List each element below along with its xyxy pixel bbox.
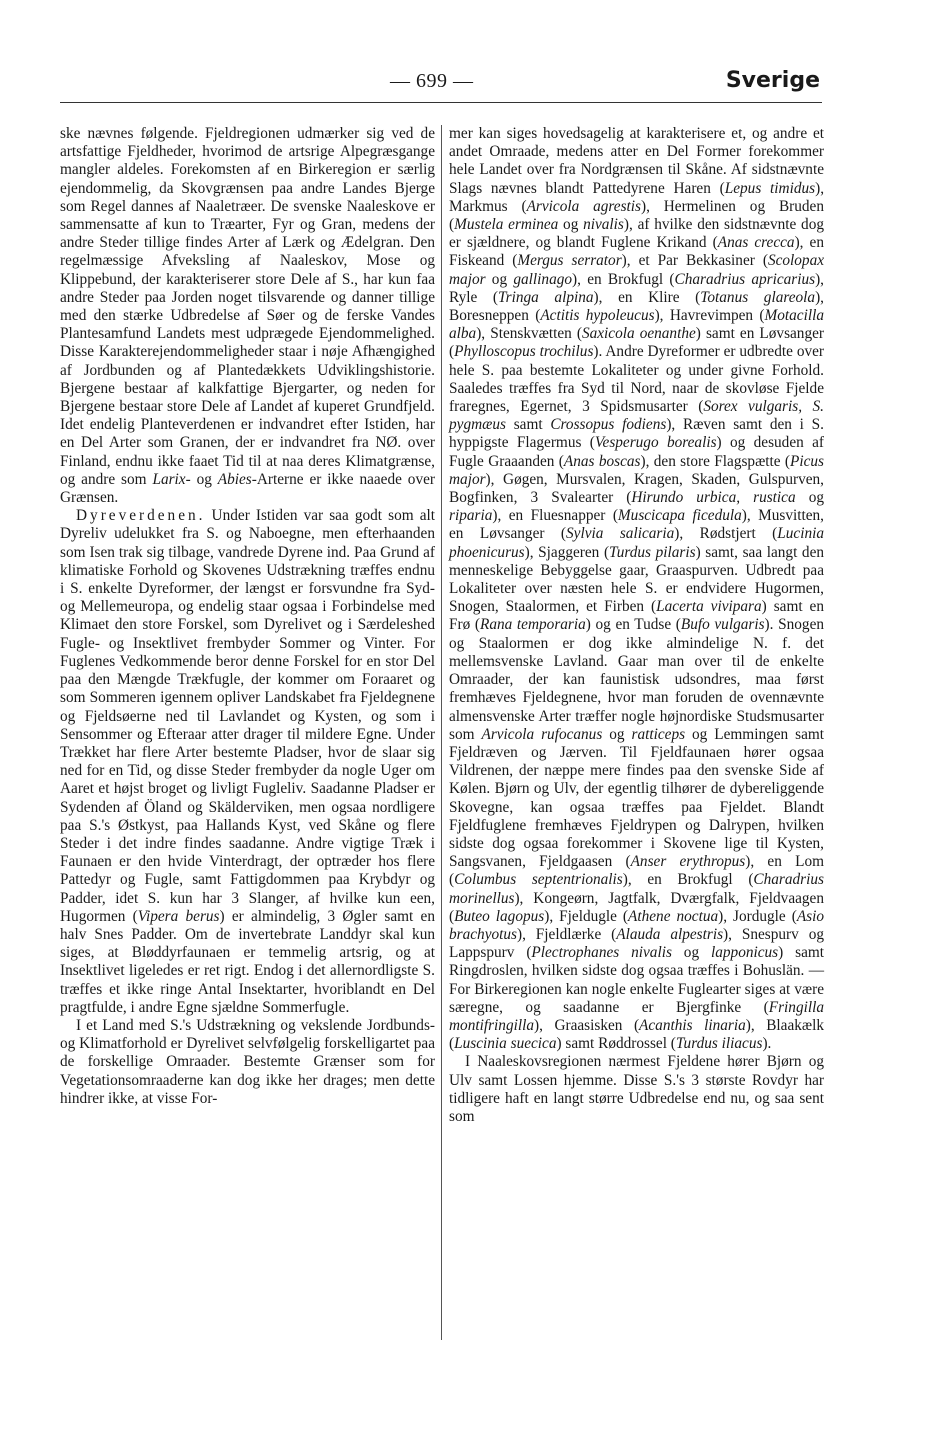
- text-run: ), Gøgen, Mursvalen, Kragen, Skaden, Gulspurven, Bogfinken, 3 Svalearter (: [449, 470, 824, 507]
- text-run: ), Fjeldugle (: [544, 907, 629, 925]
- species-name: Crossopus fodiens: [550, 416, 667, 434]
- text-run: ), Ræven samt den i S. hyppigste Flagermus (: [449, 416, 825, 452]
- text-run: ), en Brokfugl (: [622, 871, 754, 889]
- species-name: Charadrius morinellus: [449, 871, 824, 907]
- text-run: ), et Par Bekkasiner (: [621, 252, 768, 270]
- text-run: ), Rødstjert (: [674, 525, 778, 543]
- text-run: ), Sjaggeren (: [524, 543, 610, 561]
- species-name: lapponicus: [711, 944, 779, 962]
- species-name: Larix-: [152, 470, 191, 488]
- text-run: ), en Brokfugl (: [572, 270, 675, 288]
- text-run: ) samt en Løvsanger (: [449, 325, 824, 361]
- text-run: og: [795, 489, 824, 507]
- species-name: nivalis: [583, 216, 624, 234]
- text-run: ), Snespurv og Lappspurv (: [449, 925, 824, 962]
- text-run: ).: [762, 1035, 772, 1053]
- text-run: ), en Fiskeand (: [449, 234, 824, 270]
- text-run: ) er almindelig, 3 Øgler samt en halv Snes Padder. Om de invertebrate Landdyr skal kun siges, at Bløddyrfaunaen er temmelig artsrig, og at Insektlivet ligeledes er ret rigt. Endog i det allernordligste S. træffes et ikke ringe Antal Insektarter, hvoriblandt en Del pragtfulde, i andre Egne sjældne Sommerfugle.: [60, 907, 435, 1016]
- species-name: Asio brachyotus: [449, 907, 825, 943]
- text-run: mer kan siges hovedsagelig at karakterisere et, og andre et andet Omraade, medens atter en Del Former forekommer hele Landet over fra Nordgrænsen til Skåne. Af sidstnævnte Slags nævnes blandt Pattedyrene Haren (: [449, 125, 824, 197]
- section-heading: Dyreverdenen.: [76, 507, 206, 525]
- species-name: Vipera berus: [137, 907, 220, 925]
- text-run: og: [485, 270, 514, 288]
- species-name: Alauda alpestris: [616, 925, 724, 943]
- species-name: Anas boscas: [563, 452, 641, 470]
- text-run: ), Fjeldlærke (: [516, 925, 617, 943]
- text-run: ), Graasisken (: [534, 1016, 640, 1034]
- text-run: ), Blaakælk (: [449, 1016, 824, 1053]
- column-divider: [441, 125, 442, 1340]
- text-run: ), en Klire (: [593, 288, 701, 306]
- text-run: ), en Fluesnapper (: [492, 507, 618, 525]
- species-name: Tringa alpina: [498, 288, 594, 306]
- species-name: Turdus iliacus: [675, 1035, 763, 1053]
- text-run: ske nævnes følgende. Fjeldregionen udmærker sig ved de artsfattige Fjeldheder, hvorimod de artsrige Alpegræsgange mangler aldeles. Forekomsten af en Birkeregion er særlig ejendommelig, da Skovgrænsen paa andre Landes Bjerge som Regel dannes af Naaletræer. De svenske Naaleskove er sammensatte af kun to Træarter, Fyr og Gran, medens der andre Steder tillige findes Arter af Lærk og Ædelgran. Den regelmæssige Afveksling af Naaleskov, Mose og Klippebund, der karakteriserer store Dele af S., har kun faa andre Steder paa Jorden noget tilsvarende og danner tillige med den stærke Udbredelse af Søer og de ferske Vandes Plantesamfund Landets mest udprægede Ejendommelighed. Disse Karakterejendommeligheder staar i nøje Afhængighed af Jordbunden og af Plantedækkets Udviklingshistorie. Bjergene bestaar af kalkfattige Bjergarter, og neden for Bjergene bestaar store Dele af Landet af kuperet Grundfjeld. Idet endelig Planteverdenen er indvandret efter Istiden, har en Del Arter som Granen, der er indvandret fra NØ. over Finland, endnu ikke faaet Tid til at naa deres Klimatgrænse, og andre som: [60, 125, 435, 488]
- text-run: ) samt Ringdroslen, hvilken sidste dog ogsaa træffes i Bohuslän. — For Birkeregionen kan nogle enkelte Fuglearter siges at være særegne, og saadanne er Bjergfinke (: [449, 944, 825, 1016]
- species-name: Totanus glareola: [700, 288, 816, 306]
- text-run: ), Musvitten, en Løvsanger (: [449, 507, 824, 543]
- paragraph: [60, 125, 435, 507]
- species-name: Lucinia phoenicurus: [449, 525, 825, 561]
- text-run: ). Snogen og Staalormen er dog ikke almindelige N. f. det mellemsvenske Lavland. Gaar man over til de enkelte Omraader, der kan faunistisk udsondres, maa først fremhæves Fjeldegnene, hvor man foruden de ovennævnte almensvenske Arter træffer nogle højnordiske Studsmusarter som: [449, 616, 825, 743]
- species-name: Plectrophanes nivalis: [531, 944, 672, 962]
- species-name: Hirundo urbica, rustica: [631, 489, 796, 507]
- species-name: Abies: [217, 470, 252, 488]
- paragraph-dyreverdenen: [60, 507, 435, 1017]
- species-name: Sylvia salicaria: [566, 525, 675, 543]
- text-run: ) samt en Frø (: [449, 598, 824, 634]
- page-number: — 699 —: [390, 70, 474, 92]
- text-run: Under Istiden var saa godt som alt Dyreliv udelukket fra S. og Naboegne, men efterhaanden som Isen trak sig tilbage, vandrede Dyrene ind. Paa Grund af klimatiske Forhold og Skovenes Udstrækning træffes endnu i S. enkelte Dyreformer, der længst er forsvundne fra Syd- og Mellemeuropa, og endelig staar ogsaa i Forbindelse med Klimaet den store Forskel, som Dyrelivet og i Særdeleshed Fugle- og Insektlivet frembyder Sommer og Vinter. For Fuglenes Vedkommende beror denne Forskel for en stor Del paa den Mængde Trækfugle, der kommer om Foraaret og som Sommeren igennem opliver Landskabet fra Fjeldegnene og Fjeldsøerne ned til Lavlandet og Kysten, og som i Sensommer og Efteraar atter drager til mildere Egne. Under Trækket har flere Arter bestemte Pladser, hvor de slaar sig ned for en Tid, og disse Steder frembyder da nogle Uger om Aaret et højst broget og livligt Fugleliv. Saadanne Pladser er Sydenden af Öland og Skälderviken, men ogsaa nordligere paa S.'s Østkyst, paa Hallands Kyst, ved Skåne og flere Steder i det indre findes saadanne. Andre vigtige Træk i Faunaen er den hvide Vinterdragt, der optræder hos flere Pattedyr og Fugle, samt Fattigdommen paa Krybdyr og Padder, idet S. kun har 3 Slanger, af hvilke kun een, Hugormen (: [60, 507, 435, 925]
- text-run: ), Havrevimpen (: [654, 307, 765, 325]
- text-run: samt: [505, 416, 551, 434]
- species-name: Sorex vulgaris, S. pygmæus: [449, 398, 824, 434]
- species-name: Motacilla alba: [449, 307, 824, 343]
- species-name: Buteo lagopus: [454, 907, 545, 925]
- paragraph: I Naaleskovsregionen nærmest Fjeldene hører Bjørn og Ulv samt Lossen hjemme. Disse S.'s 3 største Rovdyr har tidligere haft en langt større Udbredelse end nu, og saa sent som: [449, 1053, 824, 1125]
- species-name: Mustela erminea: [454, 216, 559, 234]
- text-run: ), Stenskvætten (: [476, 325, 582, 343]
- text-run: ), Kongeørn, Jagtfalk, Dværgfalk, Fjeldvaagen (: [449, 889, 824, 925]
- text-run: ) og en Tudse (: [585, 616, 681, 634]
- species-name: gallinago: [513, 270, 573, 288]
- text-run: ), Boresneppen (: [449, 288, 824, 325]
- species-name: Columbus septentrionalis: [454, 871, 623, 889]
- species-name: Anser erythropus: [630, 853, 746, 871]
- running-head: Sverige: [725, 68, 820, 93]
- text-run: ), den store Flagspætte (: [640, 452, 791, 470]
- text-run: ), af hvilke den sidstnævnte dog er sjældnere, og blandt Fuglene Krikand (: [449, 216, 824, 252]
- species-name: Phylloscopus trochilus: [454, 343, 594, 361]
- text-run: og: [602, 725, 632, 743]
- species-name: Lacerta vivipara: [656, 598, 762, 616]
- species-name: Mergus serrator: [517, 252, 622, 270]
- species-name: Lepus timidus: [724, 179, 816, 197]
- species-name: Turdus pilaris: [609, 543, 696, 561]
- species-name: Muscicapa ficedula: [617, 507, 742, 525]
- text-run: ), Jordugle (: [718, 907, 797, 925]
- text-run: ), Hermelinen og Bruden (: [449, 197, 824, 234]
- species-name: Rana temporaria: [480, 616, 586, 634]
- text-run: og Lemmingen samt Fjeldræven og Jærven. Til Fjeldfaunaen hører ogsaa Vildrenen, der næppe mere findes paa den svenske Side af Kølen. Bjørn og Ulv, der egentlig tilhører de dybereliggende Skovegne, kan ogsaa træffes paa Fjeldet. Blandt Fjeldfuglene fremhæves Fjeldrypen og Dalrypen, hvilken sidste dog ogsaa forekommer i Skovene lige til Kysten, Sangsvanen, Fjeldgaasen (: [449, 725, 825, 871]
- page-header: [60, 70, 820, 104]
- species-name: riparia: [449, 507, 493, 525]
- species-name: Bufo vulgaris: [680, 616, 765, 634]
- text-run: ), en Lom (: [449, 853, 825, 889]
- text-run: og: [190, 470, 218, 488]
- species-name: Saxicola oenanthe: [581, 325, 696, 343]
- species-name: Athene noctua: [628, 907, 719, 925]
- species-name: Arvicola agrestis: [526, 197, 641, 215]
- text-run: og: [558, 216, 584, 234]
- species-name: Arvicola rufocanus: [481, 725, 603, 743]
- text-run: ), Ryle (: [449, 270, 824, 306]
- species-name: Anas crecca: [717, 234, 795, 252]
- right-column: [449, 125, 824, 1126]
- species-name: Fringilla montifringilla: [449, 998, 824, 1034]
- text-run: ) samt Røddrossel (: [556, 1035, 676, 1053]
- species-name: Picus major: [449, 452, 825, 488]
- species-name: Vesperugo borealis: [594, 434, 717, 452]
- species-name: Luscinia suecica: [454, 1035, 557, 1053]
- paragraph: [449, 125, 824, 1053]
- header-rule: [60, 102, 822, 103]
- left-column: [60, 125, 435, 1108]
- text-run: ) samt, saa langt den menneskelige Bebyggelse gaar, Graaspurven. Udbredt paa Lokaliteter over næsten hele S. er endvidere Hugormen, Snogen, Staalormen, et Firben (: [449, 543, 825, 616]
- species-name: Charadrius apricarius: [674, 270, 816, 288]
- species-name: ratticeps: [631, 725, 686, 743]
- text-run: og: [671, 944, 711, 962]
- paragraph: I et Land med S.'s Udstrækning og vekslende Jordbunds- og Klimatforhold er Dyrelivet selvfølgelig forskelligartet paa de forskellige Omraader. Bestemte Grænser som for Vegetationsomraaderne kan dog ikke her drages; men dette hindrer ikke, at visse For-: [60, 1016, 435, 1107]
- text-run: ) og desuden af Fugle Graaanden (: [449, 434, 824, 470]
- species-name: Actitis hypoleucus: [540, 307, 655, 325]
- text-run: -Arterne er ikke naaede over Grænsen.: [60, 470, 435, 507]
- species-name: Scolopax major: [449, 252, 825, 288]
- text-run: ). Andre Dyreformer er udbredte over hele S. paa bestemte Lokaliteter og under givne Forhold. Saaledes træffes fra Syd til Nord, naar de skovløse Fjelde fraregnes, Egernet, 3 Spidsmusarter (: [449, 343, 824, 416]
- species-name: Acanthis linaria: [639, 1016, 746, 1034]
- text-run: ), Markmus (: [449, 179, 825, 215]
